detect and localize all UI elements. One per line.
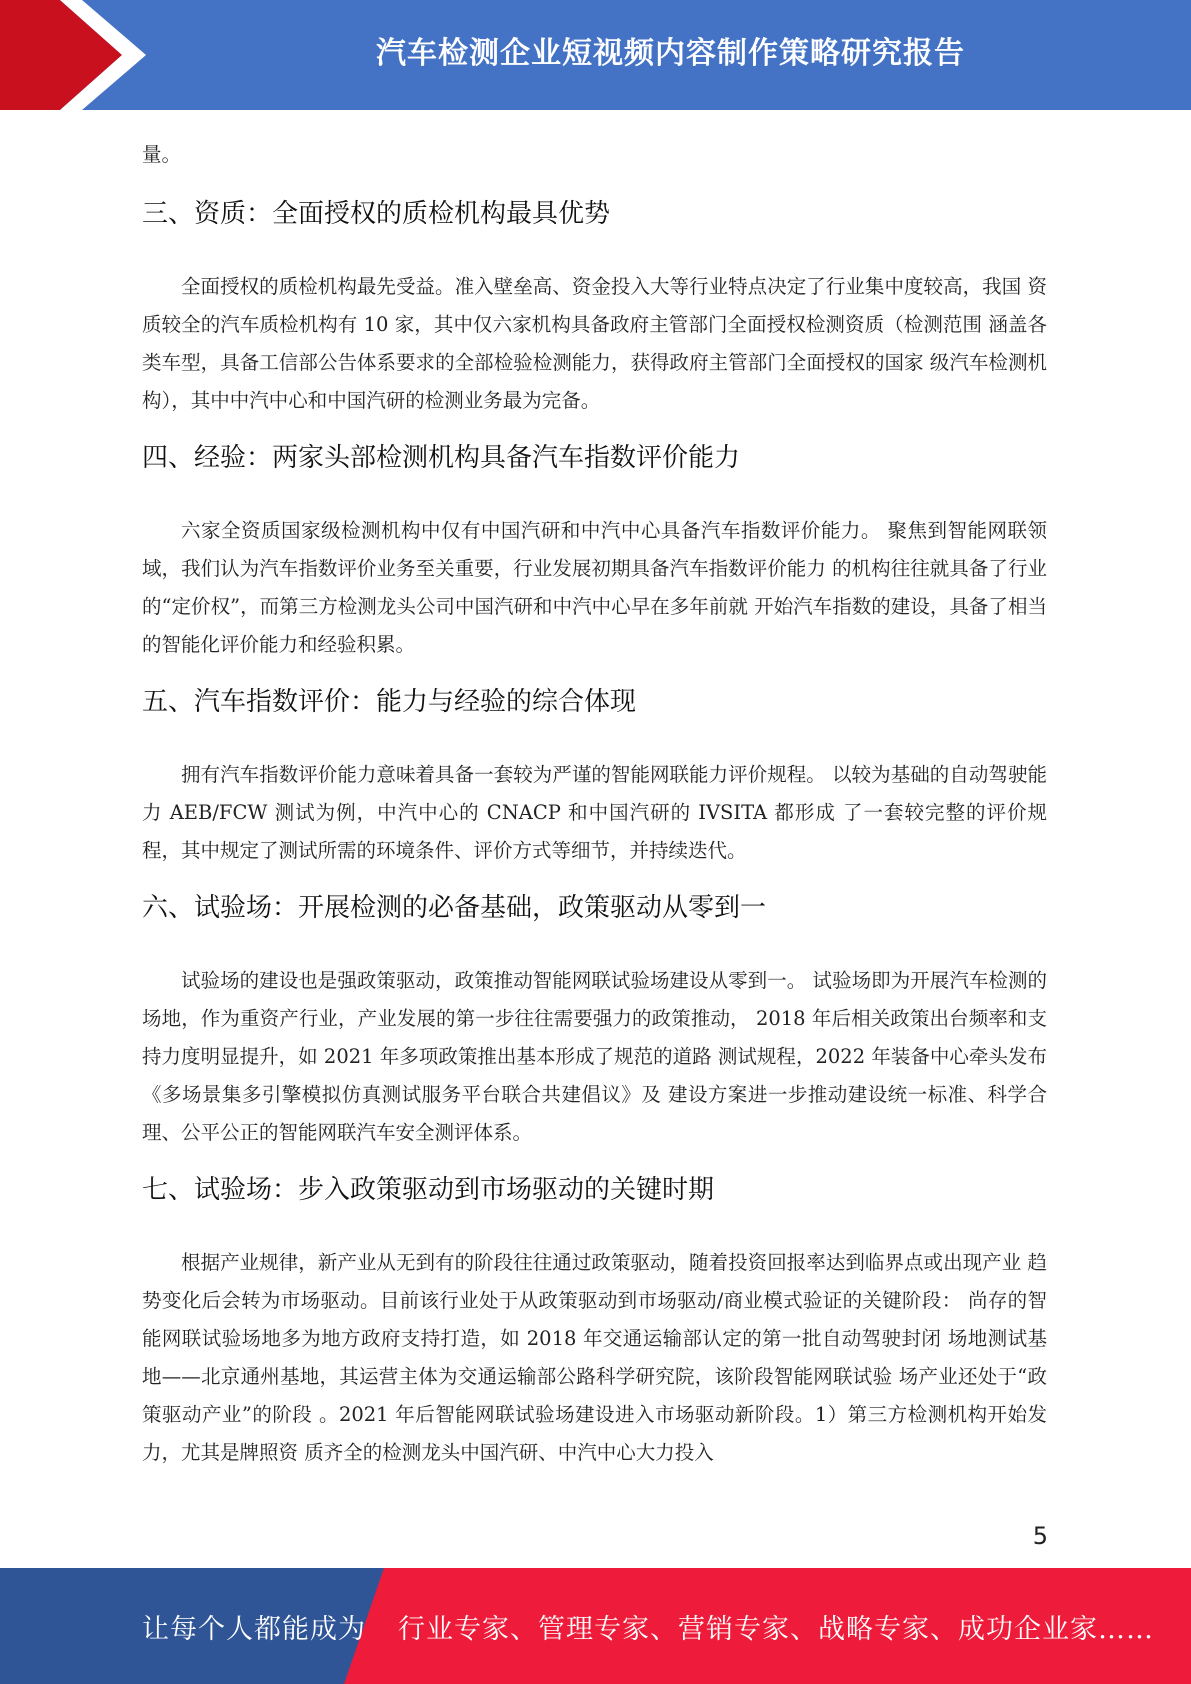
- section-paragraph-test-field-basis: 试验场的建设也是强政策驱动，政策推动智能网联试验场建设从零到一。 试验场即为开展汽车检测的场地，作为重资产行业，产业发展的第一步往往需要强力的政策推动， 2018 年后相关政策出台频率和支持力度明显提升，如 2021 年多项政策推出基本形成了规范的道路 测试规程，2022 年装备中心牵头发布《多场景集多引擎模拟仿真测试服务平台联合共建倡议》及 建设方案进一步推动建设统一标准、科学合理、公平公正的智能网联汽车安全测评体系。: [142, 969, 1047, 1144]
- section-heading-test-field-market: 七、试验场：步入政策驱动到市场驱动的关键时期: [142, 1175, 715, 1205]
- section-heading-experience: 四、经验：两家头部检测机构具备汽车指数评价能力: [142, 443, 741, 473]
- footer-slogan-left: 让每个人都能成为: [142, 1613, 366, 1645]
- section-paragraph-experience: 六家全资质国家级检测机构中仅有中国汽研和中汽中心具备汽车指数评价能力。 聚焦到智能网联领域，我们认为汽车指数评价业务至关重要，行业发展初期具备汽车指数评价能力 的机构往往就具备了行业的“定价权”，而第三方检测龙头公司中国汽研和中汽中心早在多年前就 开始汽车指数的建设，具备了相当的智能化评价能力和经验积累。: [142, 519, 1047, 656]
- footer-slogan-right: 行业专家、管理专家、营销专家、战略专家、成功企业家……: [398, 1613, 1154, 1645]
- section-paragraph-test-field-market: 根据产业规律，新产业从无到有的阶段往往通过政策驱动，随着投资回报率达到临界点或出现产业 趋势变化后会转为市场驱动。目前该行业处于从政策驱动到市场驱动/商业模式验证的关键阶段： 尚存的智能网联试验场地多为地方政府支持打造，如 2018 年交通运输部认定的第一批自动驾驶封闭 场地测试基地——北京通州基地，其运营主体为交通运输部公路科学研究院，该阶段智能网联试验 场产业还处于“政策驱动产业”的阶段 。2021 年后智能网联试验场建设进入市场驱动新阶段。1）第三方检测机构开始发力，尤其是牌照资 质齐全的检测龙头中国汽研、中汽中心大力投入: [142, 1251, 1047, 1464]
- page-footer: [0, 1568, 1191, 1684]
- header-chevron-decoration: [0, 0, 160, 110]
- section-heading-test-field-basis: 六、试验场：开展检测的必备基础，政策驱动从零到一: [142, 893, 767, 923]
- section-heading-qualification: 三、资质：全面授权的质检机构最具优势: [142, 199, 611, 229]
- section-heading-index-evaluation: 五、汽车指数评价：能力与经验的综合体现: [142, 687, 637, 717]
- document-body: [142, 136, 1047, 1472]
- section-paragraph-index-evaluation: 拥有汽车指数评价能力意味着具备一套较为严谨的智能网联能力评价规程。 以较为基础的自动驾驶能力 AEB/FCW 测试为例，中汽中心的 CNACP 和中国汽研的 IVSITA 都形成 了一套较完整的评价规程，其中规定了测试所需的环境条件、评价方式等细节，并持续迭代。: [142, 763, 1047, 862]
- section-paragraph-qualification: 全面授权的质检机构最先受益。准入壁垒高、资金投入大等行业特点决定了行业集中度较高，我国 资质较全的汽车质检机构有 10 家，其中仅六家机构具备政府主管部门全面授权检测资质（检测范围 涵盖各类车型，具备工信部公告体系要求的全部检验检测能力，获得政府主管部门全面授权的国家 级汽车检测机构），其中中汽中心和中国汽研的检测业务最为完备。: [142, 275, 1047, 412]
- report-title: 汽车检测企业短视频内容制作策略研究报告: [376, 36, 965, 71]
- lead-text: 量。: [142, 143, 182, 166]
- page-number: 5: [1032, 1522, 1048, 1550]
- page-header: [0, 0, 1191, 110]
